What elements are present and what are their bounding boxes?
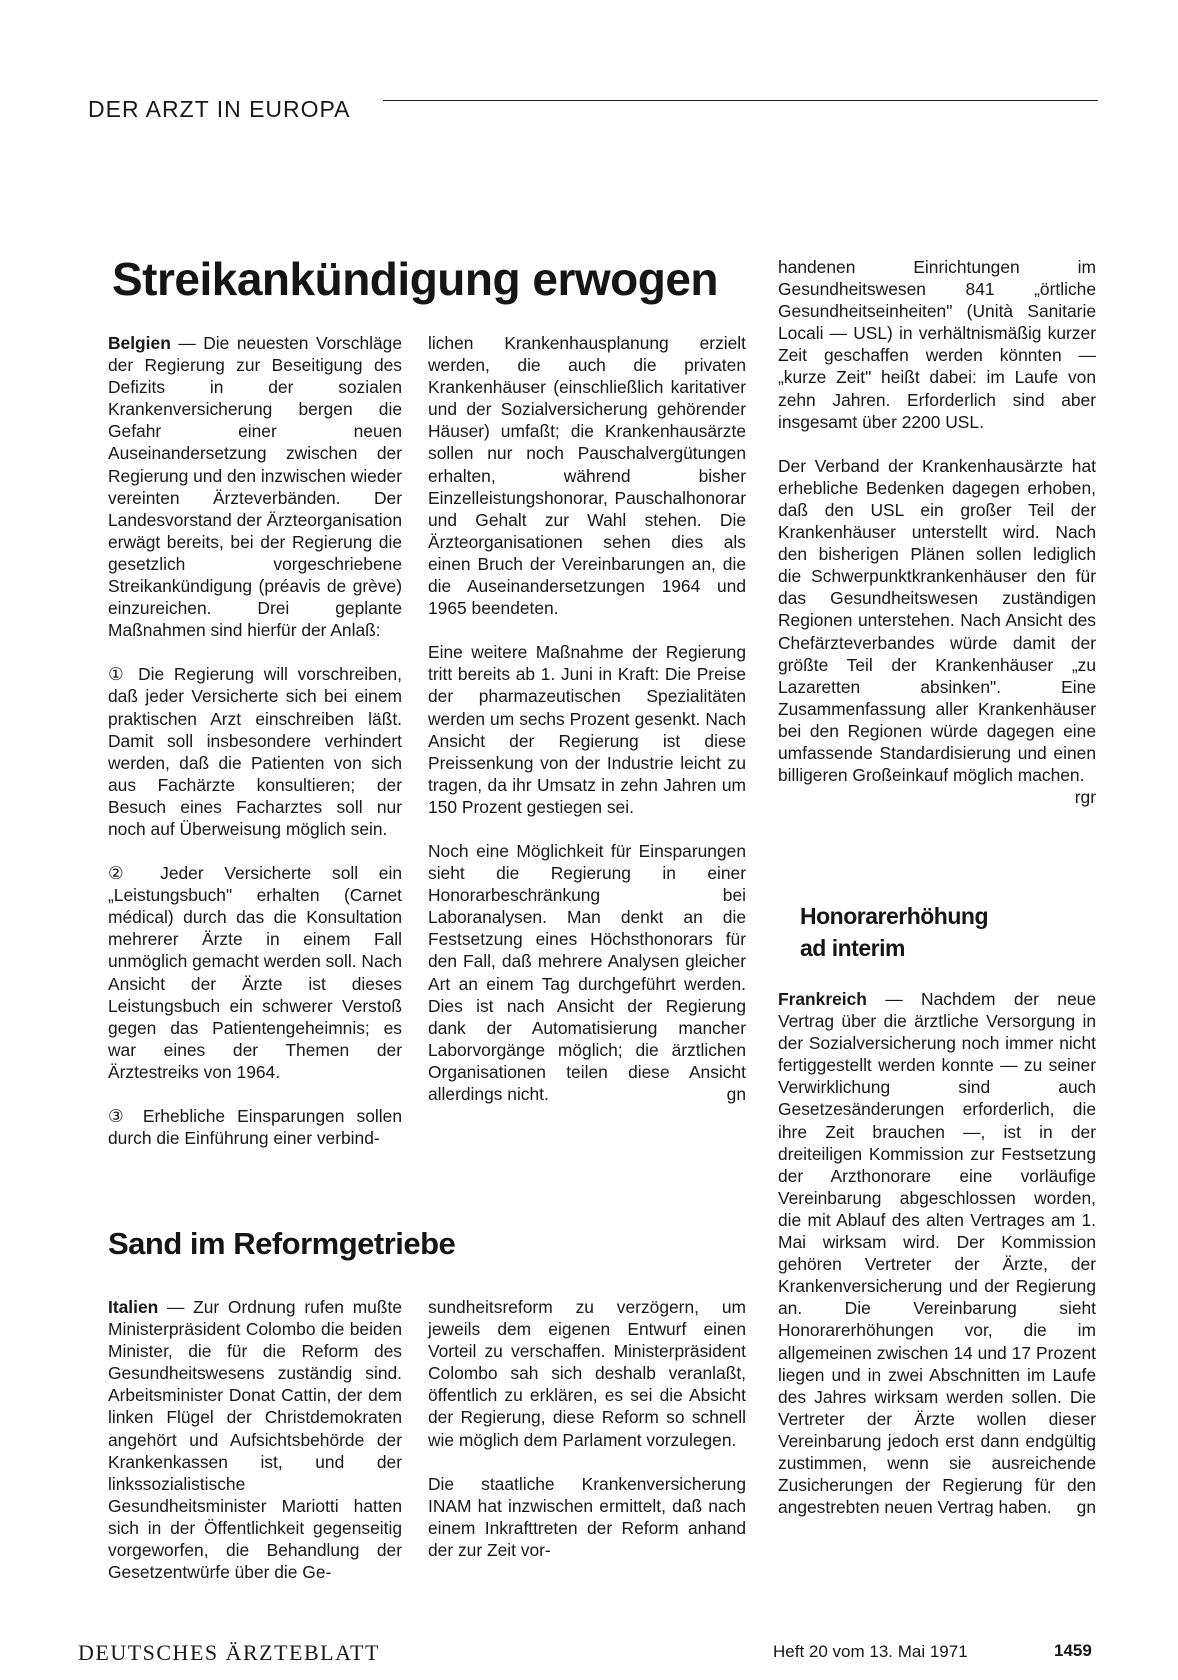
article1-signature: gn xyxy=(726,1084,746,1104)
header-rule xyxy=(383,100,1098,101)
article2-lead: Italien xyxy=(108,1297,159,1317)
article3-title: Honorarerhöhung ad interim xyxy=(800,903,988,961)
article1-para-3: ② Jeder Versicherte soll ein „Leistungsbuch" erhalten (Carnet médical) durch das die Konsultation mehrerer Ärzte in einem Fall unmöglich gemacht werden soll. Nach Ansicht der Ärzte ist dieses Leistungsbuch ein schwerer Verstoß gegen das Patientengeheimnis; es war eines der Themen der Ärztestreiks von 1964. xyxy=(108,863,402,1082)
issue-info: Heft 20 vom 13. Mai 1971 xyxy=(773,1642,968,1661)
article2-para-1: Italien — Zur Ordnung rufen mußte Ministerpräsident Colombo die beiden Minister, die für die Reform des Gesundheitswesens zuständig sind. Arbeitsminister Donat Cattin, der dem linken Flügel der Christdemokraten angehört und Aufsichtsbehörde der Krankenkassen ist, und der linkssozialistische Gesundheitsminister Mariotti hatten sich in der Öffentlichkeit gegenseitig vorgeworfen, die Behandlung der Gesetzentwürfe über die Ge- xyxy=(108,1297,402,1583)
article2-para-5: Der Verband der Krankenhausärzte hat erhebliche Bedenken dagegen erhoben, daß den USL ein großer Teil der Krankenhäuser unterstellt wird. Nach den bisherigen Plänen sollen lediglich die Schwerpunktkrankenhäuser den für das Gesundheitswesen zuständigen Regionen unterstehen. Nach Ansicht des Chefärzteverbandes würde damit der größte Teil der Krankenhäuser „zu Lazaretten absinken". Eine Zusammenfassung aller Krankenhäuser bei den Regionen würde dagegen eine umfassende Standardisierung und einen billigeren Großeinkauf möglich machen. rgr xyxy=(778,455,1096,808)
article1-column-1 xyxy=(108,332,402,1149)
article2-para-3: Die staatliche Krankenversicherung INAM hat inzwischen ermittelt, daß nach einem Inkrafttreten der Reform anhand der zur Zeit vor- xyxy=(428,1473,746,1560)
article1-lead: Belgien xyxy=(108,333,171,353)
page-number: 1459 xyxy=(1054,1641,1092,1660)
article1-column-2 xyxy=(428,332,746,1105)
article1-para-5: lichen Krankenhausplanung erzielt werden, die auch die privaten Krankenhäuser (einschließlich karitativer und der Sozialversicherung gehörender Häuser) umfaßt; die Krankenhausärzte sollen nur noch Pauschalvergütungen erhalten, während bisher Einzelleistungshonorar, Pauschalhonorar und Gehalt zur Wahl stehen. Die Ärzteorganisationen sehen dies als einen Bruch der Vereinbarungen an, die die Auseinandersetzungen 1964 und 1965 beendeten. xyxy=(428,333,746,619)
section-label: DER ARZT IN EUROPA xyxy=(88,96,351,122)
article1-para-2: ① Die Regierung will vorschreiben, daß jeder Versicherte sich bei einem praktischen Arzt einschreiben läßt. Damit soll insbesondere verhindert werden, daß die Patienten von sich aus Fachärzte konsultieren; der Besuch eines Facharztes soll nur noch auf Überweisung möglich sein. xyxy=(108,664,402,839)
article1-title: Streikankündigung erwogen xyxy=(112,253,719,305)
article2-para-2: sundheitsreform zu verzögern, um jeweils dem eigenen Entwurf einen Vorteil zu verschaffen. Ministerpräsident Colombo sah sich deshalb veranlaßt, öffentlich zu erklären, es sei die Absicht der Regierung, diese Reform so schnell wie möglich dem Parlament vorzulegen. xyxy=(428,1297,746,1450)
article1-para-1: Belgien — Die neuesten Vorschläge der Regierung zur Beseitigung des Defizits in der sozialen Krankenversicherung bergen die Gefahr einer neuen Auseinandersetzung zwischen der Regierung und den inzwischen wieder vereinten Ärzteverbänden. Der Landesvorstand der Ärzteorganisation erwägt bereits, bei der Regierung die gesetzlich vorgeschriebene Streikankündigung (préavis de grève) einzureichen. Drei geplante Maßnahmen sind hierfür der Anlaß: xyxy=(108,333,402,641)
article2-signature: rgr xyxy=(1074,787,1096,808)
article3-lead: Frankreich xyxy=(778,989,867,1009)
article2-column-3 xyxy=(778,256,1096,808)
article2-column-2 xyxy=(428,1296,746,1561)
article1-para-6: Eine weitere Maßnahme der Regierung tritt bereits ab 1. Juni in Kraft: Die Preise der pharmazeutischen Spezialitäten werden um sechs Prozent gesenkt. Nach Ansicht der Regierung ist diese Preissenkung von der Industrie leicht zu tragen, da ihr Umsatz in zehn Jahren um 150 Prozent gestiegen sei. xyxy=(428,642,746,817)
article1-para-7: Noch eine Möglichkeit für Einsparungen sieht die Regierung in einer Honorarbeschränkung bei Laboranalysen. Man denkt an die Festsetzung eines Höchsthonorars für den Fall, daß mehrere Analysen gleicher Art an einem Tag durchgeführt werden. Dies ist nach Ansicht der Regierung dank der Automatisierung mancher Laborvorgänge möglich; die ärztlichen Organisationen teilen diese Ansicht allerdings nicht. gn xyxy=(428,840,746,1104)
article2-para-4: handenen Einrichtungen im Gesundheitswesen 841 „örtliche Gesundheitseinheiten" (Unità Sanitarie Locali — USL) in verhältnismäßig kurzer Zeit geschaffen werden könnten — „kurze Zeit" heißt dabei: im Laufe von zehn Jahren. Erforderlich sind aber insgesamt über 2200 USL. xyxy=(778,257,1096,432)
article3-signature: gn xyxy=(1076,1497,1096,1518)
article1-para-4: ③ Erhebliche Einsparungen sollen durch die Einführung einer verbind- xyxy=(108,1106,402,1149)
article2-title: Sand im Reformgetriebe xyxy=(108,1226,456,1261)
article3-column xyxy=(778,988,1096,1518)
article2-column-1 xyxy=(108,1296,402,1583)
publication-name: DEUTSCHES ÄRZTEBLATT xyxy=(78,1640,380,1665)
article3-para-1: Frankreich — Nachdem der neue Vertrag über die ärztliche Versorgung in der Sozialversicherung noch immer nicht fertiggestellt werden konnte — zu seiner Verwirklichung sind auch Gesetzesänderungen erforderlich, die ihre Zeit brauchen —, ist in der dreiteiligen Kommission zur Festsetzung der Arzthonorare eine vorläufige Vereinbarung abgeschlossen worden, die mit Ablauf des alten Vertrages am 1. Mai wirksam wird. Der Kommission gehören Vertreter der Ärzte, der Krankenversicherung und der Regierung an. Die Vereinbarung sieht Honorarerhöhungen vor, die im allgemeinen zwischen 14 und 17 Prozent liegen und in zwei Abschnitten im Laufe des Jahres wirksam werden sollen. Die Vertreter der Ärzte wollen dieser Vereinbarung jedoch erst dann endgültig zustimmen, wenn sie ausreichende Zusicherungen der Regierung für den angestrebten neuen Vertrag haben. gn xyxy=(778,989,1096,1518)
